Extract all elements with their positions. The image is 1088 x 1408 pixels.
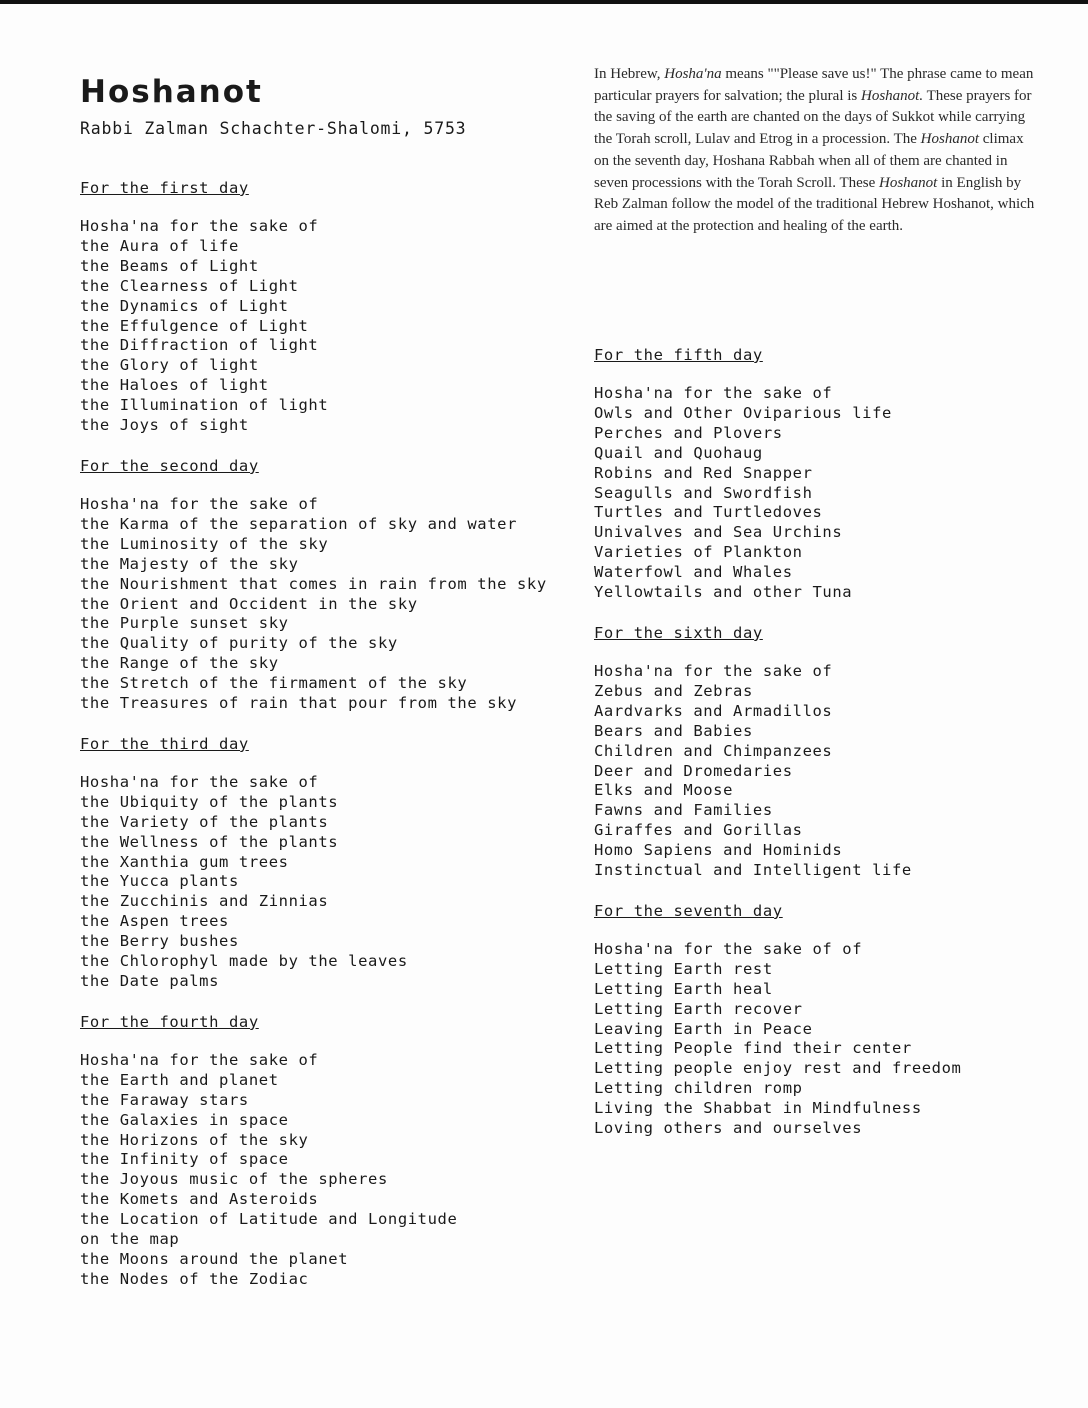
day-heading: For the first day <box>80 179 249 197</box>
intro-text-run: Hoshanot <box>879 174 938 191</box>
page-title: Hoshanot <box>80 74 263 110</box>
intro-text-run: Hosha'na <box>664 66 722 82</box>
prayer-line: the Karma of the separation of sky and water <box>80 514 517 533</box>
author-line: Rabbi Zalman Schachter-Shalomi, 5753 <box>80 119 467 138</box>
prayer-line: Instinctual and Intelligent life <box>594 861 912 880</box>
prayer-line: the Range of the sky <box>80 654 279 673</box>
prayer-line: Owls and Other Oviparious life <box>594 403 892 422</box>
prayer-line: Varieties of Plankton <box>594 543 803 562</box>
prayer-line: Aardvarks and Armadillos <box>594 701 833 720</box>
prayer-line: the Infinity of space <box>80 1150 289 1169</box>
prayer-line: Letting Earth rest <box>594 959 773 978</box>
prayer-line: the Nourishment that comes in rain from the sky <box>80 574 547 593</box>
intro-text-run: In Hebrew, <box>594 66 665 82</box>
intro-text-run: Hoshanot. <box>861 87 924 104</box>
prayer-line: the Illumination of light <box>80 396 329 415</box>
prayer-line: Hosha'na for the sake of <box>594 384 833 402</box>
prayer-line: the Joyous music of the spheres <box>80 1170 388 1189</box>
prayer-line: the Moons around the planet <box>80 1249 349 1268</box>
day-heading: For the sixth day <box>594 623 763 642</box>
intro-text-run: These prayers for the saving of the earth are chanted on the days of Sukkot while carrying the Torah scroll, Lulav and Etrog in a procession. The <box>594 87 1032 148</box>
prayer-line: the Luminosity of the sky <box>80 534 329 553</box>
prayer-line: Letting Earth heal <box>594 979 773 998</box>
intro-text-run: Hoshanot <box>920 131 979 148</box>
prayer-line: the Xanthia gum trees <box>80 852 289 871</box>
day-block <box>594 623 1054 881</box>
prayer-line: the Haloes of light <box>80 376 269 395</box>
prayer-line: the Clearness of Light <box>80 276 299 295</box>
prayer-line: the Treasures of rain that pour from the sky <box>80 694 517 713</box>
prayer-line: the Glory of light <box>80 356 259 375</box>
day-heading: For the fifth day <box>594 346 763 364</box>
prayer-line: the Earth and planet <box>80 1070 279 1089</box>
prayer-line: the Quality of purity of the sky <box>80 634 398 653</box>
day-block <box>80 734 560 992</box>
day-heading: For the fourth day <box>80 1012 259 1031</box>
prayer-line: Seagulls and Swordfish <box>594 483 813 502</box>
prayer-line: the Beams of Light <box>80 256 259 275</box>
prayer-line: the Effulgence of Light <box>80 316 309 335</box>
prayer-line: the Horizons of the sky <box>80 1130 309 1149</box>
day-heading: For the second day <box>80 456 259 475</box>
prayer-line: the Stretch of the firmament of the sky <box>80 674 468 693</box>
prayer-line: Hosha'na for the sake of <box>80 1050 319 1069</box>
prayer-line: the Komets and Asteroids <box>80 1190 319 1209</box>
day-block <box>80 1012 560 1290</box>
prayer-line: Robins and Red Snapper <box>594 463 813 482</box>
prayer-line: Waterfowl and Whales <box>594 563 793 582</box>
prayer-line: Quail and Quohaug <box>594 443 763 462</box>
prayer-line: the Yucca plants <box>80 872 239 891</box>
prayer-line: Hosha'na for the sake of <box>80 217 319 235</box>
day-block <box>80 456 560 714</box>
prayer-line: the Orient and Occident in the sky <box>80 594 418 613</box>
prayer-line: the Aspen trees <box>80 912 229 931</box>
prayer-line: the Purple sunset sky <box>80 614 289 633</box>
prayer-line: Living the Shabbat in Mindfulness <box>594 1099 922 1118</box>
prayer-line: the Chlorophyl made by the leaves <box>80 952 408 971</box>
prayer-line: Perches and Plovers <box>594 423 783 442</box>
prayer-line: the Faraway stars <box>80 1090 249 1109</box>
prayer-line: Zebus and Zebras <box>594 681 753 700</box>
prayer-line: the Galaxies in space <box>80 1110 289 1129</box>
intro-paragraph <box>594 64 1038 238</box>
prayer-line: Loving others and ourselves <box>594 1119 863 1138</box>
prayer-line: Hosha'na for the sake of <box>80 494 319 513</box>
prayer-line: Letting people enjoy rest and freedom <box>594 1059 962 1078</box>
prayer-line: the Ubiquity of the plants <box>80 792 339 811</box>
prayer-line: the Aura of life <box>80 236 239 255</box>
prayer-line: the Majesty of the sky <box>80 554 299 573</box>
prayer-line: Letting People find their center <box>594 1039 912 1058</box>
prayer-line: the Wellness of the plants <box>80 832 339 851</box>
prayer-line: Homo Sapiens and Hominids <box>594 841 843 860</box>
prayer-line: Elks and Moose <box>594 781 734 800</box>
prayer-line: Deer and Dromedaries <box>594 761 793 780</box>
prayer-line: the Diffraction of light <box>80 336 319 355</box>
prayer-line: Children and Chimpanzees <box>594 741 833 760</box>
day-block <box>80 178 560 436</box>
left-column <box>80 72 560 1310</box>
prayer-line: Hosha'na for the sake of <box>594 661 833 680</box>
prayer-line: Bears and Babies <box>594 721 753 740</box>
prayer-line: Univalves and Sea Urchins <box>594 523 843 542</box>
prayer-line: the Location of Latitude and Longitude <box>80 1210 458 1229</box>
right-days-list <box>594 345 1054 1139</box>
page-top-border <box>0 0 1088 4</box>
prayer-line: the Berry bushes <box>80 932 239 951</box>
prayer-line: the Nodes of the Zodiac <box>80 1269 309 1288</box>
prayer-line: Leaving Earth in Peace <box>594 1019 813 1038</box>
prayer-line: Letting Earth recover <box>594 999 803 1018</box>
right-column <box>594 345 1054 1159</box>
intro-text-run: in English by Reb Zalman follow the model of the traditional Hebrew Hoshanot, which are aimed at the protection and healing of the earth. <box>594 174 1035 234</box>
prayer-line: Fawns and Families <box>594 801 773 820</box>
day-heading: For the third day <box>80 734 249 753</box>
prayer-line: Giraffes and Gorillas <box>594 821 803 840</box>
prayer-line: the Zucchinis and Zinnias <box>80 892 329 911</box>
prayer-line: the Date palms <box>80 972 220 990</box>
prayer-line: Letting children romp <box>594 1079 803 1098</box>
prayer-line: the Dynamics of Light <box>80 296 289 315</box>
prayer-line: Turtles and Turtledoves <box>594 503 823 522</box>
prayer-line: Yellowtails and other Tuna <box>594 583 853 602</box>
prayer-line: the Variety of the plants <box>80 812 329 831</box>
prayer-line: the Joys of sight <box>80 416 249 435</box>
intro-text-run: means ""Please save us!" The phrase came to mean particular prayers for salvation; the plural is <box>594 66 1034 104</box>
left-days-list <box>80 178 560 1290</box>
intro-text-run: climax on the seventh day, Hoshana Rabbah when all of them are chanted in seven processions with the Torah Scroll. These <box>594 131 1024 191</box>
day-block <box>594 901 1054 1139</box>
day-heading: For the seventh day <box>594 901 783 920</box>
prayer-line: on the map <box>80 1230 180 1249</box>
prayer-line: Hosha'na for the sake of <box>80 772 319 791</box>
prayer-line: Hosha'na for the sake of of <box>594 939 863 958</box>
day-block <box>594 345 1054 603</box>
